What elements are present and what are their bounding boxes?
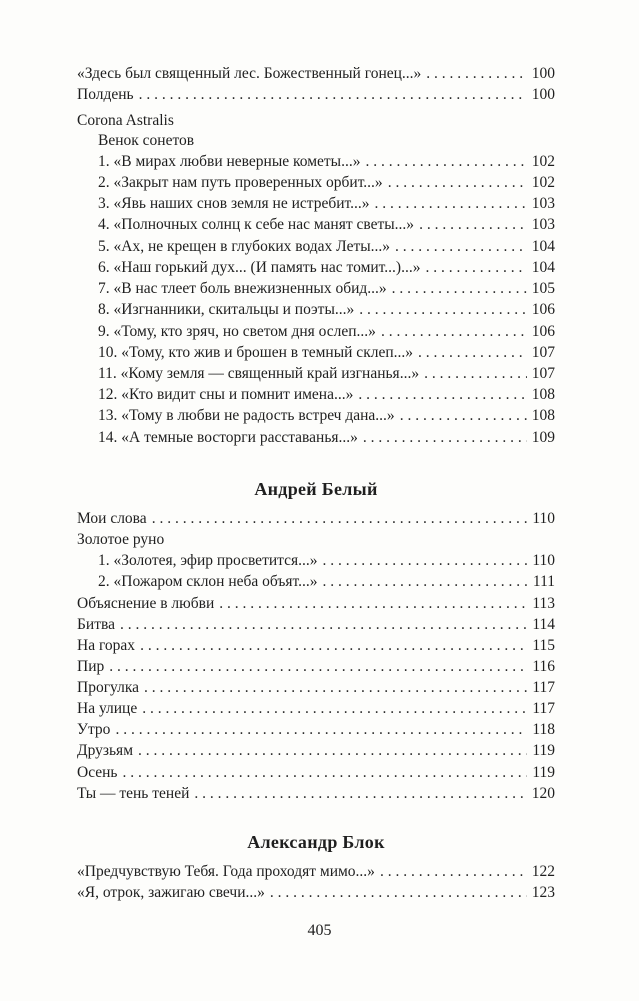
leader-dots (419, 215, 527, 235)
leader-dots (270, 883, 527, 903)
entry-title: Утро (77, 721, 111, 738)
entry-title: Мои слова (77, 510, 147, 527)
toc-entry (98, 279, 555, 299)
entry-title: 5. «Ах, не крещен в глубоких водах Леты...» (98, 238, 391, 255)
toc-entry (98, 237, 555, 257)
entry-page: 109 (531, 429, 555, 446)
leader-dots (323, 572, 528, 592)
toc-entry (77, 509, 555, 529)
entry-page: 117 (532, 679, 555, 696)
entry-title: 14. «А темные восторги расставанья...» (98, 429, 358, 446)
toc-entry (98, 428, 555, 448)
leader-dots (380, 862, 527, 882)
toc-entry (98, 364, 555, 384)
leader-dots (395, 237, 527, 257)
entry-page: 110 (532, 552, 555, 569)
leader-dots (109, 657, 527, 677)
entry-page: 110 (532, 510, 555, 527)
leader-dots (358, 385, 526, 405)
entry-title: 9. «Тому, кто зряч, но светом дня ослеп...» (98, 323, 376, 340)
toc-entry (98, 258, 555, 278)
toc-entry (77, 699, 555, 719)
entry-title: 13. «Тому в любви не радость встреч дана...» (98, 407, 395, 424)
toc-entry (98, 406, 555, 426)
toc-entry (77, 85, 555, 105)
toc-entry (98, 343, 555, 363)
leader-dots (375, 194, 527, 214)
entry-page: 103 (531, 195, 555, 212)
entry-title: 2. «Пожаром склон неба объят...» (98, 573, 318, 590)
toc-entry (98, 385, 555, 405)
leader-dots (139, 85, 527, 105)
entry-title: Полдень (77, 86, 134, 103)
entry-title: Пир (77, 658, 105, 675)
entry-page: 108 (531, 407, 555, 424)
entry-page: 117 (532, 700, 555, 717)
entry-title: 8. «Изгнанники, скитальцы и поэты...» (98, 301, 355, 318)
leader-dots (381, 322, 527, 342)
entry-page: 113 (532, 595, 555, 612)
entry-title: 4. «Полночных солнц к себе нас манят светы...» (98, 216, 415, 233)
entry-title: 1. «В мирах любви неверные кометы...» (98, 153, 361, 170)
toc-entry (98, 322, 555, 342)
entry-title: На улице (77, 700, 138, 717)
entry-page: 105 (531, 280, 555, 297)
entry-page: 104 (531, 238, 555, 255)
subsection-title-venok: Венок сонетов (98, 132, 195, 149)
entry-title: Ты — тень теней (77, 785, 190, 802)
entry-page: 111 (532, 573, 555, 590)
toc-entry (98, 173, 555, 193)
toc-entry (98, 300, 555, 320)
entry-title: Прогулка (77, 679, 140, 696)
toc-entry (77, 862, 555, 882)
leader-dots (140, 636, 527, 656)
toc-entry (98, 215, 555, 235)
leader-dots (142, 699, 527, 719)
entry-page: 119 (532, 764, 555, 781)
entry-page: 118 (532, 721, 555, 738)
entry-page: 123 (531, 884, 555, 901)
entry-title: Осень (77, 764, 118, 781)
author-heading-blok: Александр Блок (247, 832, 385, 852)
toc-entry (77, 784, 555, 804)
entry-page: 103 (531, 216, 555, 233)
entry-page: 120 (531, 785, 555, 802)
entry-title: 1. «Золотея, эфир просветится...» (98, 552, 318, 569)
leader-dots (424, 364, 527, 384)
toc-entry (98, 572, 555, 592)
leader-dots (365, 152, 526, 172)
entry-title: 10. «Тому, кто жив и брошен в темный склеп...» (98, 344, 414, 361)
entry-page: 106 (531, 301, 555, 318)
leader-dots (363, 428, 527, 448)
toc-entry (98, 551, 555, 571)
entry-title: 7. «В нас тлеет боль внежизненных обид...» (98, 280, 387, 297)
entry-title: 12. «Кто видит сны и помнит имена...» (98, 386, 354, 403)
entry-title: «Здесь был священный лес. Божественный гонец...» (77, 65, 422, 82)
section-title-zolotoe-runo: Золотое руно (77, 531, 165, 548)
entry-page: 104 (531, 259, 555, 276)
leader-dots (120, 615, 527, 635)
toc-entry (77, 883, 555, 903)
toc-entry (77, 763, 555, 783)
entry-page: 100 (531, 86, 555, 103)
entry-page: 102 (531, 153, 555, 170)
leader-dots (388, 173, 527, 193)
leader-dots (219, 594, 527, 614)
toc-entry (77, 636, 555, 656)
leader-dots (322, 551, 527, 571)
leader-dots (194, 784, 526, 804)
leader-dots (425, 258, 526, 278)
leader-dots (138, 741, 527, 761)
toc-entry (77, 678, 555, 698)
toc-entry (77, 594, 555, 614)
entry-title: «Я, отрок, зажигаю свечи...» (77, 884, 265, 901)
entry-title: Друзьям (77, 742, 133, 759)
entry-title: 6. «Наш горький дух... (И память нас томит...)...» (98, 259, 421, 276)
author-heading-bely: Андрей Белый (254, 479, 378, 499)
entry-page: 122 (531, 863, 555, 880)
toc-entry (98, 152, 555, 172)
entry-page: 107 (531, 344, 555, 361)
entry-page: 100 (531, 65, 555, 82)
entry-page: 108 (531, 386, 555, 403)
entry-title: На горах (77, 637, 136, 654)
leader-dots (359, 300, 527, 320)
entry-page: 114 (532, 616, 555, 633)
entry-page: 107 (531, 365, 555, 382)
entry-title: Битва (77, 616, 115, 633)
entry-page: 116 (532, 658, 555, 675)
leader-dots (392, 279, 527, 299)
entry-title: 3. «Явь наших снов земля не истребит...» (98, 195, 370, 212)
toc-entry (77, 64, 555, 84)
toc-entry (77, 615, 555, 635)
toc-entry (77, 741, 555, 761)
leader-dots (115, 720, 527, 740)
entry-title: 11. «Кому земля — священный край изгнанья...» (98, 365, 420, 382)
entry-page: 106 (531, 323, 555, 340)
toc-entry (77, 720, 555, 740)
leader-dots (418, 343, 527, 363)
leader-dots (123, 763, 528, 783)
entry-page: 119 (532, 742, 555, 759)
toc-entry (77, 657, 555, 677)
page-number: 405 (307, 922, 332, 939)
entry-page: 102 (531, 174, 555, 191)
entry-page: 115 (532, 637, 555, 654)
toc-entry (98, 194, 555, 214)
entry-title: Объяснение в любви (77, 595, 215, 612)
leader-dots (144, 678, 527, 698)
leader-dots (400, 406, 527, 426)
leader-dots (152, 509, 528, 529)
section-title-corona: Corona Astralis (77, 112, 174, 129)
entry-title: «Предчувствую Тебя. Года проходят мимо...» (77, 863, 375, 880)
leader-dots (426, 64, 526, 84)
entry-title: 2. «Закрыт нам путь проверенных орбит...» (98, 174, 383, 191)
